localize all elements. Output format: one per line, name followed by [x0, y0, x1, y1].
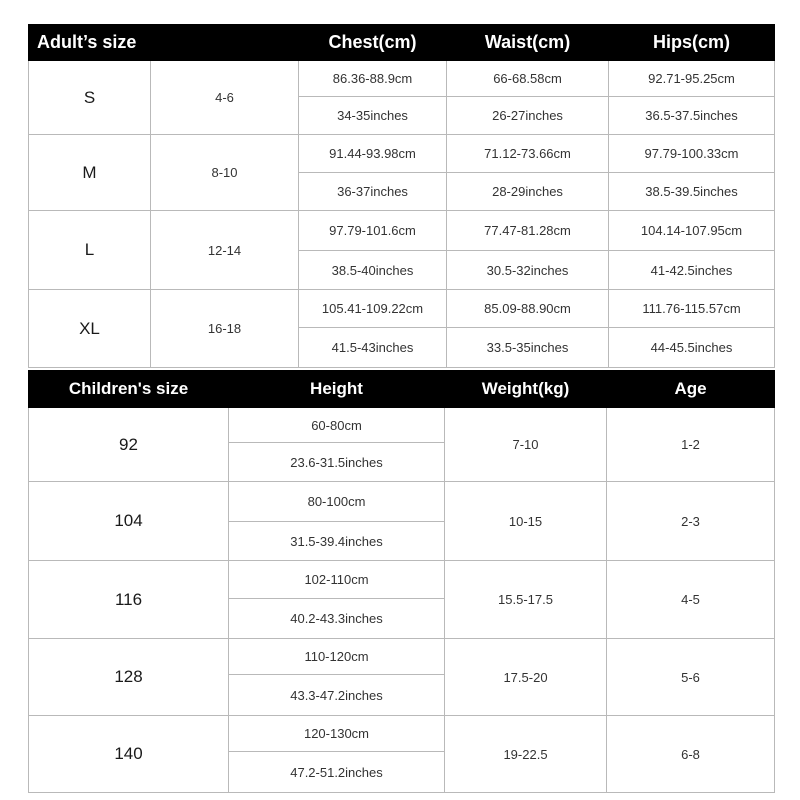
table-row — [29, 716, 775, 752]
chest-inches: 41.5-43inches — [299, 328, 447, 368]
chest-cm: 91.44-93.98cm — [299, 135, 447, 173]
weight-kg: 15.5-17.5 — [445, 561, 607, 639]
age-range: 4-5 — [607, 561, 775, 639]
table-row — [29, 211, 775, 251]
height-cm: 120-130cm — [229, 716, 445, 752]
height-inches: 23.6-31.5inches — [229, 443, 445, 482]
adult-size-label: XL — [29, 290, 151, 368]
chest-inches: 38.5-40inches — [299, 251, 447, 290]
children-size-table — [28, 370, 775, 793]
table-row — [29, 482, 775, 522]
waist-header: Waist(cm) — [447, 25, 609, 61]
height-cm: 110-120cm — [229, 639, 445, 675]
weight-kg: 19-22.5 — [445, 716, 607, 793]
adult-size-label: M — [29, 135, 151, 211]
height-inches: 31.5-39.4inches — [229, 522, 445, 561]
adult-size-table — [28, 24, 775, 368]
hips-cm: 111.76-115.57cm — [609, 290, 775, 328]
waist-inches: 26-27inches — [447, 97, 609, 135]
age-range: 1-2 — [607, 408, 775, 482]
adult-size-header: Adult’s size — [29, 25, 299, 61]
chest-cm: 86.36-88.9cm — [299, 61, 447, 97]
table-row — [29, 408, 775, 443]
height-inches: 43.3-47.2inches — [229, 675, 445, 716]
height-cm: 80-100cm — [229, 482, 445, 522]
table-row — [29, 639, 775, 675]
age-range: 5-6 — [607, 639, 775, 716]
children-header-row — [29, 371, 775, 408]
chest-cm: 97.79-101.6cm — [299, 211, 447, 251]
age-range: 2-3 — [607, 482, 775, 561]
children-size-label: 140 — [29, 716, 229, 793]
adult-size-range: 8-10 — [151, 135, 299, 211]
waist-inches: 30.5-32inches — [447, 251, 609, 290]
waist-cm: 77.47-81.28cm — [447, 211, 609, 251]
children-size-header: Children's size — [29, 371, 229, 408]
children-size-label: 92 — [29, 408, 229, 482]
waist-cm: 66-68.58cm — [447, 61, 609, 97]
chest-header: Chest(cm) — [299, 25, 447, 61]
children-size-label: 128 — [29, 639, 229, 716]
weight-kg: 17.5-20 — [445, 639, 607, 716]
weight-kg: 10-15 — [445, 482, 607, 561]
height-inches: 40.2-43.3inches — [229, 599, 445, 639]
waist-cm: 71.12-73.66cm — [447, 135, 609, 173]
hips-cm: 104.14-107.95cm — [609, 211, 775, 251]
hips-inches: 44-45.5inches — [609, 328, 775, 368]
waist-inches: 28-29inches — [447, 173, 609, 211]
height-header: Height — [229, 371, 445, 408]
waist-inches: 33.5-35inches — [447, 328, 609, 368]
adult-header-row — [29, 25, 775, 61]
adult-size-range: 12-14 — [151, 211, 299, 290]
hips-header: Hips(cm) — [609, 25, 775, 61]
hips-inches: 36.5-37.5inches — [609, 97, 775, 135]
weight-kg: 7-10 — [445, 408, 607, 482]
adult-size-range: 16-18 — [151, 290, 299, 368]
waist-cm: 85.09-88.90cm — [447, 290, 609, 328]
chest-cm: 105.41-109.22cm — [299, 290, 447, 328]
adult-size-label: S — [29, 61, 151, 135]
weight-header: Weight(kg) — [445, 371, 607, 408]
children-size-label: 116 — [29, 561, 229, 639]
table-row — [29, 135, 775, 173]
hips-inches: 38.5-39.5inches — [609, 173, 775, 211]
table-row — [29, 61, 775, 97]
table-row — [29, 290, 775, 328]
height-cm: 102-110cm — [229, 561, 445, 599]
adult-size-label: L — [29, 211, 151, 290]
hips-cm: 97.79-100.33cm — [609, 135, 775, 173]
hips-inches: 41-42.5inches — [609, 251, 775, 290]
adult-size-range: 4-6 — [151, 61, 299, 135]
height-inches: 47.2-51.2inches — [229, 752, 445, 793]
height-cm: 60-80cm — [229, 408, 445, 443]
chest-inches: 36-37inches — [299, 173, 447, 211]
chest-inches: 34-35inches — [299, 97, 447, 135]
age-header: Age — [607, 371, 775, 408]
age-range: 6-8 — [607, 716, 775, 793]
table-row — [29, 561, 775, 599]
children-size-label: 104 — [29, 482, 229, 561]
hips-cm: 92.71-95.25cm — [609, 61, 775, 97]
